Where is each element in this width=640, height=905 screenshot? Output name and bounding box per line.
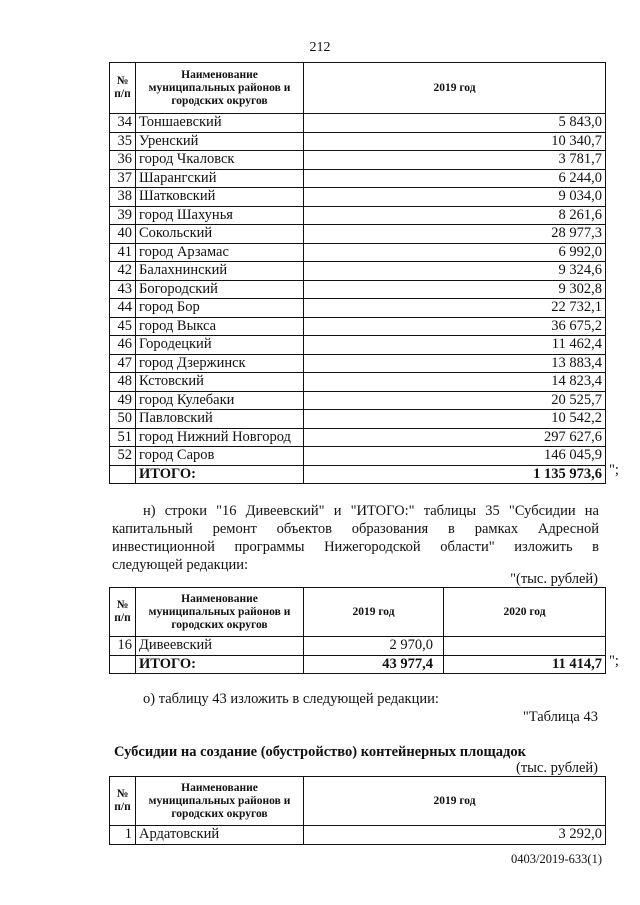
unit-label-3: (тыс. рублей) — [516, 760, 598, 776]
total-number-cell — [110, 465, 136, 484]
row-name: Ардатовский — [136, 826, 304, 845]
row-name: Павловский — [136, 410, 304, 429]
row-name: город Чкаловск — [136, 151, 304, 170]
row-number: 35 — [110, 132, 136, 151]
paragraph-n-line1: н) строки "16 Дивеевский" и "ИТОГО:" таблицы 35 "Субсидии на — [143, 503, 599, 519]
row-number: 38 — [110, 188, 136, 207]
row-value-2020 — [444, 637, 606, 656]
row-name: Шатковский — [136, 188, 304, 207]
total-label: ИТОГО: — [136, 465, 304, 484]
row-number: 36 — [110, 151, 136, 170]
row-value-2019: 2 970,0 — [304, 637, 444, 656]
row-value: 14 823,4 — [304, 373, 606, 392]
col-header-name: Наименование муниципальных районов и городских округов — [136, 588, 304, 637]
row-value: 3 292,0 — [304, 826, 606, 845]
row-number: 44 — [110, 299, 136, 318]
row-number: 43 — [110, 280, 136, 299]
table-row — [110, 447, 606, 466]
total-number-cell — [110, 655, 136, 674]
table-row — [110, 169, 606, 188]
row-number: 39 — [110, 206, 136, 225]
table-header-row — [110, 777, 606, 826]
row-name: Шарангский — [136, 169, 304, 188]
table-row — [110, 637, 606, 656]
row-number: 48 — [110, 373, 136, 392]
row-name: город Выкса — [136, 317, 304, 336]
row-number: 51 — [110, 428, 136, 447]
total-value-2020: 11 414,7 — [444, 655, 606, 674]
row-number: 1 — [110, 826, 136, 845]
row-name: город Шахунья — [136, 206, 304, 225]
col-header-2019: 2019 год — [304, 63, 606, 114]
row-name: Балахнинский — [136, 262, 304, 281]
subsidy-title: Субсидии на создание (обустройство) контейнерных площадок — [114, 744, 526, 760]
row-number: 41 — [110, 243, 136, 262]
row-name: Тоншаевский — [136, 114, 304, 133]
row-value: 9 302,8 — [304, 280, 606, 299]
row-number: 47 — [110, 354, 136, 373]
table-body — [110, 114, 606, 484]
row-name: город Нижний Новгород — [136, 428, 304, 447]
table-row — [110, 428, 606, 447]
col-header-2020: 2020 год — [444, 588, 606, 637]
table43-label: "Таблица 43 — [522, 709, 598, 725]
row-value: 5 843,0 — [304, 114, 606, 133]
row-name: город Дзержинск — [136, 354, 304, 373]
table-row — [110, 262, 606, 281]
col-header-number: № п/п — [110, 777, 136, 826]
table-35-rows — [109, 587, 606, 674]
row-name: город Арзамас — [136, 243, 304, 262]
table-row — [110, 317, 606, 336]
paragraph-n-line2: капитальный ремонт объектов образования в рамках Адресной — [112, 521, 599, 537]
row-name: Кстовский — [136, 373, 304, 392]
table-row — [110, 410, 606, 429]
table-row — [110, 354, 606, 373]
table-row — [110, 373, 606, 392]
row-name: Городецкий — [136, 336, 304, 355]
table-row — [110, 206, 606, 225]
row-value: 10 542,2 — [304, 410, 606, 429]
row-number: 49 — [110, 391, 136, 410]
row-value: 6 244,0 — [304, 169, 606, 188]
total-row — [110, 655, 606, 674]
row-value: 8 261,6 — [304, 206, 606, 225]
row-value: 11 462,4 — [304, 336, 606, 355]
row-number: 45 — [110, 317, 136, 336]
total-row — [110, 465, 606, 484]
row-value: 3 781,7 — [304, 151, 606, 170]
col-header-number: № п/п — [110, 63, 136, 114]
table-row — [110, 225, 606, 244]
row-number: 34 — [110, 114, 136, 133]
row-value: 28 977,3 — [304, 225, 606, 244]
table-row — [110, 151, 606, 170]
table-header-row — [110, 588, 606, 637]
table2-closing-quote: "; — [609, 653, 619, 669]
table-row — [110, 132, 606, 151]
table-43 — [109, 776, 606, 845]
row-value: 9 324,6 — [304, 262, 606, 281]
row-value: 9 034,0 — [304, 188, 606, 207]
row-value: 6 992,0 — [304, 243, 606, 262]
total-value-2019: 43 977,4 — [304, 655, 444, 674]
table-row — [110, 188, 606, 207]
table-subsidies-continued — [109, 62, 606, 484]
col-header-2019: 2019 год — [304, 777, 606, 826]
total-value: 1 135 973,6 — [304, 465, 606, 484]
row-value: 13 883,4 — [304, 354, 606, 373]
row-name: город Кулебаки — [136, 391, 304, 410]
document-code: 0403/2019-633(1) — [511, 852, 602, 866]
row-name: Сокольский — [136, 225, 304, 244]
row-number: 40 — [110, 225, 136, 244]
row-value: 297 627,6 — [304, 428, 606, 447]
paragraph-n-line3: инвестиционной программы Нижегородской области" изложить в — [112, 539, 599, 555]
table-row — [110, 299, 606, 318]
table-row — [110, 391, 606, 410]
paragraph-n-line4: следующей редакции: — [112, 557, 249, 573]
page-number: 212 — [309, 40, 331, 55]
row-name: Уренский — [136, 132, 304, 151]
row-number: 37 — [110, 169, 136, 188]
row-value: 10 340,7 — [304, 132, 606, 151]
row-number: 16 — [110, 637, 136, 656]
paragraph-o: о) таблицу 43 изложить в следующей редакции: — [143, 691, 439, 707]
col-header-name: Наименование муниципальных районов и городских округов — [136, 777, 304, 826]
col-header-name: Наименование муниципальных районов и городских округов — [136, 63, 304, 114]
row-value: 20 525,7 — [304, 391, 606, 410]
unit-label: "(тыс. рублей) — [510, 571, 598, 587]
col-header-number: № п/п — [110, 588, 136, 637]
row-value: 146 045,9 — [304, 447, 606, 466]
table-header-row — [110, 63, 606, 114]
row-name: Дивеевский — [136, 637, 304, 656]
row-number: 46 — [110, 336, 136, 355]
row-value: 22 732,1 — [304, 299, 606, 318]
row-number: 42 — [110, 262, 136, 281]
table-row — [110, 826, 606, 845]
row-name: город Саров — [136, 447, 304, 466]
col-header-2019: 2019 год — [304, 588, 444, 637]
table-row — [110, 336, 606, 355]
table-row — [110, 243, 606, 262]
table-row — [110, 280, 606, 299]
row-number: 52 — [110, 447, 136, 466]
row-value: 36 675,2 — [304, 317, 606, 336]
row-number: 50 — [110, 410, 136, 429]
row-name: Богородский — [136, 280, 304, 299]
total-label: ИТОГО: — [136, 655, 304, 674]
table1-closing-quote: "; — [609, 462, 619, 478]
row-name: город Бор — [136, 299, 304, 318]
table-row — [110, 114, 606, 133]
